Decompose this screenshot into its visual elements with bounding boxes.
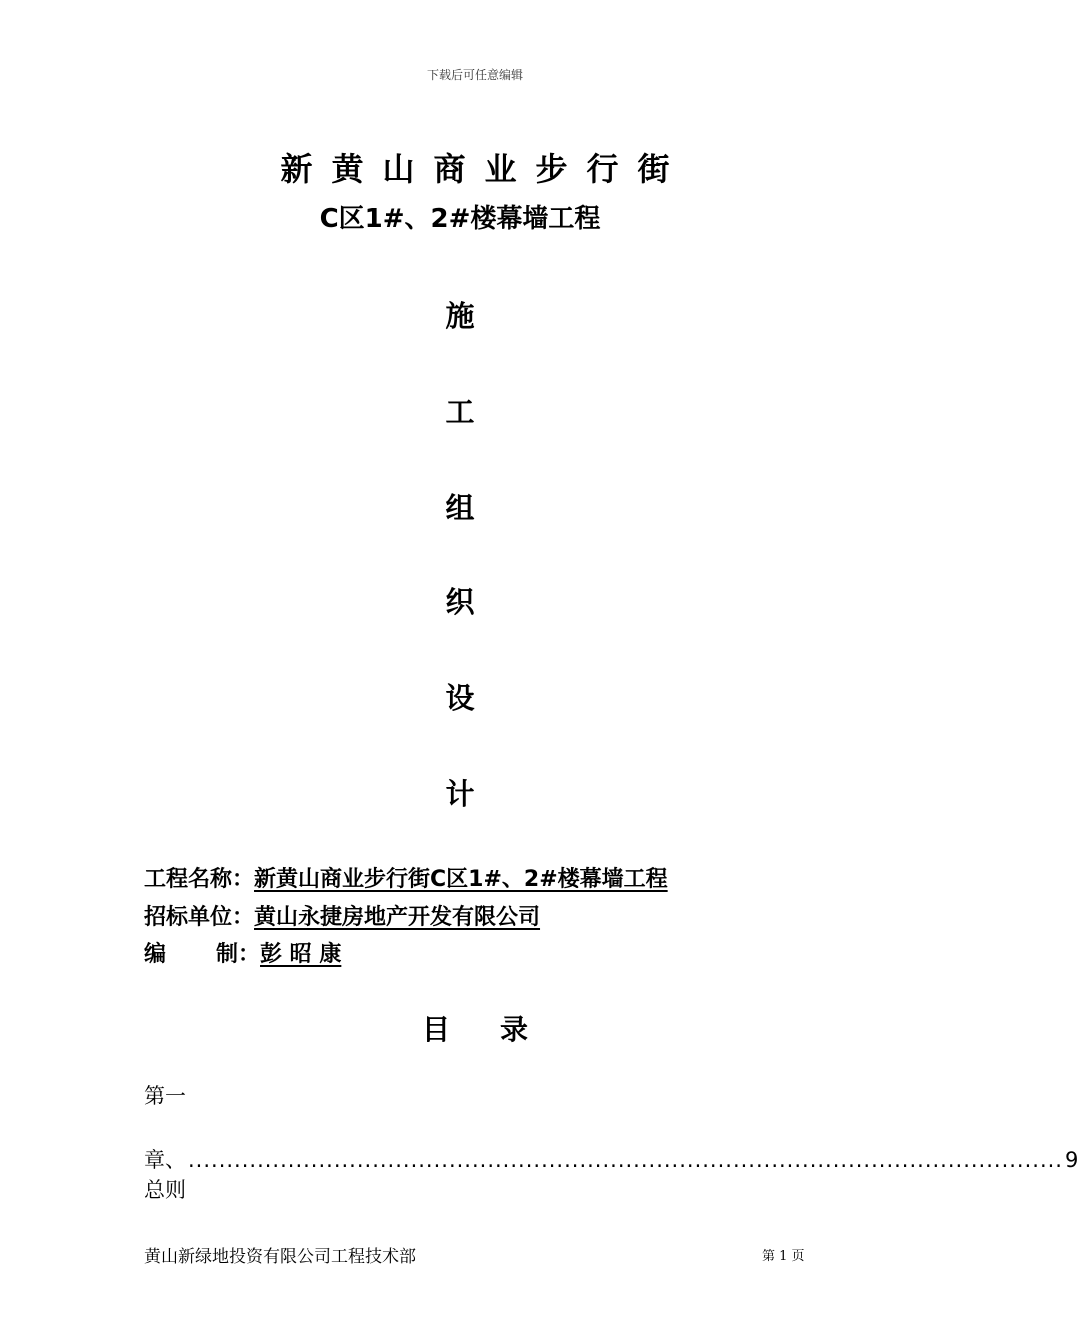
project-name-row xyxy=(144,862,668,893)
author-label-first: 编 xyxy=(144,942,167,967)
author-value: 彭 昭 康 xyxy=(260,942,342,967)
toc-entry-page: 9 xyxy=(1064,1148,1078,1172)
toc-title-first: 目 xyxy=(422,1013,451,1046)
toc-entry-label: 章、总则 xyxy=(144,1148,186,1202)
vertical-title-char: 设 xyxy=(445,681,475,715)
project-name-value: 新黄山商业步行街C区1#、2#楼幕墙工程 xyxy=(254,867,668,892)
footer-company: 黄山新绿地投资有限公司工程技术部 xyxy=(144,1247,416,1267)
vertical-title-char: 工 xyxy=(445,395,475,429)
vertical-title-char: 计 xyxy=(445,777,475,811)
tender-unit-label: 招标单位： xyxy=(144,905,255,930)
author-row xyxy=(144,937,341,968)
document-title: 新黄山商业步行街 xyxy=(280,150,689,188)
footer-page-number: 第 1 页 xyxy=(762,1249,805,1264)
toc-entry-leader: .................................................................................................................. xyxy=(188,1148,1063,1172)
tender-unit-row xyxy=(144,900,540,931)
toc-title xyxy=(422,1008,528,1048)
project-name-label: 工程名称： xyxy=(144,867,255,892)
vertical-title-char: 施 xyxy=(445,299,475,333)
author-label-second: 制： xyxy=(216,942,261,967)
vertical-title-char: 组 xyxy=(445,491,475,525)
toc-entry[interactable] xyxy=(144,1144,1078,1204)
toc-title-second: 录 xyxy=(500,1013,529,1046)
header-note: 下载后可任意编辑 xyxy=(426,68,523,82)
vertical-title-char: 织 xyxy=(445,585,475,619)
toc-entry-prefix: 第一 xyxy=(144,1084,186,1108)
tender-unit-value: 黄山永捷房地产开发有限公司 xyxy=(254,905,541,930)
document-subtitle: C区1#、2#楼幕墙工程 xyxy=(319,204,601,234)
